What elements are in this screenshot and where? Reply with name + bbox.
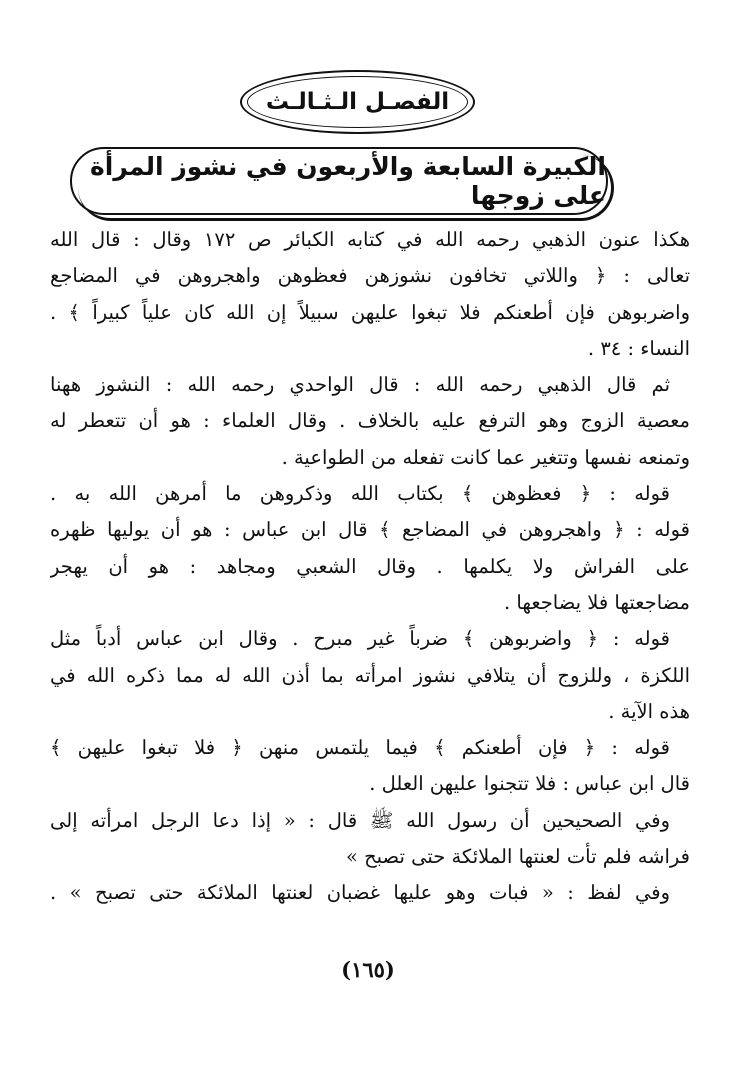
text-line: النساء : ٣٤ .: [587, 336, 690, 360]
text-line: قوله : ﴿ واضربوهن ﴾ ضرباً غير مبرح . وقال ابن عباس أدباً مثل: [50, 627, 670, 651]
section-heading-box: [70, 147, 608, 215]
text-line: واضربوهن فإن أطعنكم فلا تبغوا عليهن سبيلاً إن الله كان علياً كبيراً ﴾ .: [50, 300, 690, 324]
text-line: اللكزة ، وللزوج أن يتلافي نشوز امرأته بما أذن الله له مما ذكره الله في: [50, 663, 690, 687]
text-line: قوله : ﴿ واهجروهن في المضاجع ﴾ قال ابن عباس : هو أن يوليها ظهره: [50, 518, 690, 542]
text-line: على الفراش ولا يكلمها . وقال الشعبي ومجاهد : هو أن يهجر: [50, 554, 690, 578]
page-number: (١٦٥): [341, 957, 395, 982]
chapter-title: الفصـل الـثـالـث: [265, 89, 450, 115]
text-line: وفي لفظ : « فبات وهو عليها غضبان لعنتها الملائكة حتى تصبح » .: [50, 881, 670, 905]
text-line: وفي الصحيحين أن رسول الله ﷺ قال : « إذا دعا الرجل امرأته إلى: [50, 808, 670, 832]
text-line: قوله : ﴿ فعظوهن ﴾ بكتاب الله وذكروهن ما أمرهن الله به .: [50, 482, 670, 506]
text-line: وتمنعه نفسها وتتغير عما كانت تفعله من الطواعية .: [281, 445, 690, 469]
text-line: قوله : ﴿ فإن أطعنكم ﴾ فيما يلتمس منهن ﴿ فلا تبغوا عليهن ﴾: [50, 736, 670, 760]
text-line: هكذا عنون الذهبي رحمه الله في كتابه الكبائر ص ١٧٢ وقال : قال الله: [50, 228, 690, 251]
body-text: [50, 222, 690, 912]
text-line: معصية الزوج وهو الترفع عليه بالخلاف . وقال العلماء : هو أن تتعطر له: [50, 409, 690, 433]
section-title: الكبيرة السابعة والأربعون في نشوز المرأة على زوجها: [90, 152, 606, 210]
text-line: مضاجعتها فلا يضاجعها .: [504, 590, 690, 614]
text-line: تعالى : ﴿ واللاتي تخافون نشوزهن فعظوهن واهجروهن في المضاجع: [50, 264, 690, 288]
text-line: ثم قال الذهبي رحمه الله : قال الواحدي رحمه الله : النشوز ههنا: [50, 373, 670, 397]
chapter-heading-oval: [240, 70, 475, 134]
text-line: قال ابن عباس : فلا تتجنوا عليهن العلل .: [369, 772, 690, 796]
text-line: هذه الآية .: [608, 699, 690, 723]
text-line: فراشه فلم تأت لعنتها الملائكة حتى تصبح »: [345, 845, 690, 869]
